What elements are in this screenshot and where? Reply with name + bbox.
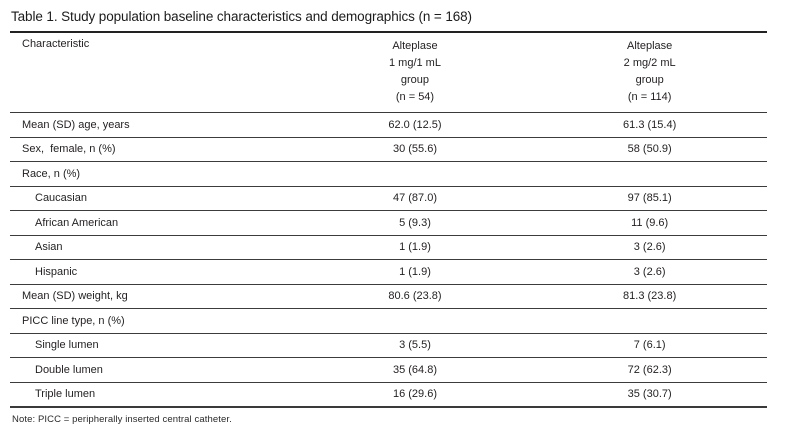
value-cell-group2: 97 (85.1) (532, 186, 767, 211)
row-label: Double lumen (10, 358, 298, 383)
value-cell-group1 (298, 309, 533, 334)
row-label: Caucasian (10, 186, 298, 211)
table-footnote: Note: PICC = peripherally inserted central catheter. (12, 414, 232, 425)
header-line: group (400, 74, 430, 86)
row-label: Hispanic (10, 260, 298, 285)
row-label: Mean (SD) weight, kg (10, 284, 298, 309)
row-label: Race, n (%) (10, 162, 298, 187)
header-line: Alteplase (392, 40, 438, 52)
table-row (10, 211, 767, 236)
header-line: 2 mg/2 mL (623, 57, 676, 69)
value-cell-group2: 3 (2.6) (532, 235, 767, 260)
header-line: (n = 54) (395, 91, 435, 103)
value-cell-group2: 61.3 (15.4) (532, 113, 767, 138)
table-row (10, 309, 767, 334)
table-title: Table 1. Study population baseline characteristics and demographics (n = 168) (11, 9, 472, 24)
value-cell-group2 (532, 309, 767, 334)
value-cell-group1 (298, 162, 533, 187)
value-cell-group1: 1 (1.9) (298, 235, 533, 260)
header-row (10, 32, 767, 113)
header-line: 1 mg/1 mL (389, 57, 441, 69)
value-cell-group2: 81.3 (23.8) (532, 284, 767, 309)
value-cell-group1: 5 (9.3) (298, 211, 533, 236)
value-cell-group1: 1 (1.9) (298, 260, 533, 285)
column-header-alteplase-1mg (298, 32, 533, 113)
value-cell-group1: 80.6 (23.8) (298, 284, 533, 309)
value-cell-group1: 16 (29.6) (392, 388, 437, 400)
value-cell-group1: 30 (55.6) (298, 137, 533, 162)
baseline-characteristics-table (10, 31, 767, 408)
value-cell-group2: 72 (62.3) (532, 358, 767, 383)
table-row (10, 235, 767, 260)
value-cell-group2: 58 (50.9) (532, 137, 767, 162)
value-cell-group2: 11 (9.6) (532, 211, 767, 236)
value-cell-group2: 3 (2.6) (532, 260, 767, 285)
header-line: Alteplase (627, 40, 673, 52)
table-row (10, 284, 767, 309)
column-header-characteristic: Characteristic (10, 32, 298, 113)
value-cell-group2: 7 (6.1) (532, 333, 767, 358)
row-label: Single lumen (10, 333, 298, 358)
table-body (10, 113, 767, 408)
table-row (10, 358, 767, 383)
row-label: Sex, female, n (%) (10, 137, 298, 162)
row-label: PICC line type, n (%) (10, 309, 298, 334)
table-row (10, 260, 767, 285)
row-label: Mean (SD) age, years (10, 113, 298, 138)
table-row (10, 137, 767, 162)
header-line: group (635, 74, 664, 86)
table-row (10, 333, 767, 358)
value-cell-group2 (532, 162, 767, 187)
value-cell-group1: 62.0 (12.5) (298, 113, 533, 138)
table-row (10, 186, 767, 211)
value-cell-group2: 35 (30.7) (627, 388, 672, 400)
table-row (10, 162, 767, 187)
table-row (10, 382, 767, 407)
row-label: African American (10, 211, 298, 236)
header-line: (n = 114) (627, 91, 672, 103)
table-row (10, 113, 767, 138)
column-header-alteplase-2mg (532, 32, 767, 113)
value-cell-group1: 47 (87.0) (298, 186, 533, 211)
value-cell-group1: 3 (5.5) (298, 333, 533, 358)
row-label: Triple lumen (35, 388, 96, 400)
value-cell-group1: 35 (64.8) (298, 358, 533, 383)
row-label: Asian (10, 235, 298, 260)
